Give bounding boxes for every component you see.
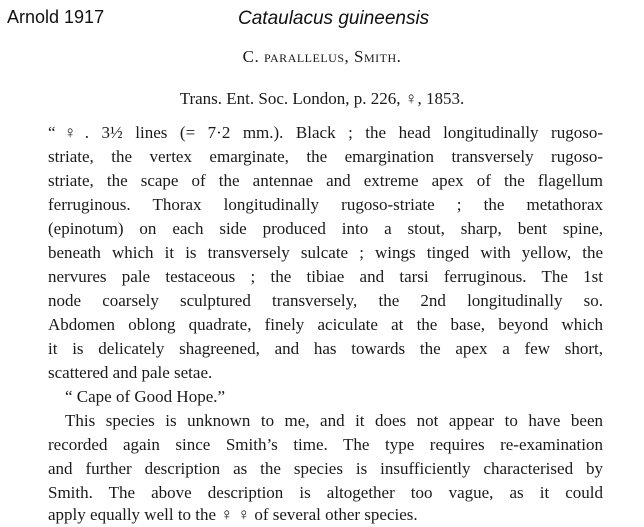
species-name	[0, 46, 644, 68]
description-line: nervures pale testaceous ; the tibiae and tarsi ferruginous. The 1st	[48, 267, 603, 286]
species-name-text: C. parallelus, Smith.	[242, 47, 402, 66]
original-reference: Trans. Ent. Soc. London, p. 226, ♀, 1853.	[179, 89, 465, 108]
description-line: it is delicately shagreened, and has towards the apex a few short,	[48, 339, 603, 358]
taxon-title: Cataulacus guineensis	[238, 8, 430, 29]
description-line: (epinotum) on each side produced into a stout, sharp, bent spine,	[48, 219, 603, 238]
remarks-line: apply equally well to the ♀ ♀ of several other species.	[48, 505, 418, 524]
description-line: scattered and pale setae.	[48, 363, 213, 382]
remarks-line: and further description as the species is insufficiently characterised by	[48, 459, 603, 478]
description-line: ferruginous. Thorax longitudinally rugoso-striate ; the metathorax	[48, 195, 603, 214]
description-line: Abdomen oblong quadrate, finely aciculate at the base, beyond which	[48, 315, 603, 334]
remarks-line: This species is unknown to me, and it does not appear to have been	[65, 411, 603, 430]
citation-author-year: Arnold 1917	[7, 7, 105, 27]
description-line: “♀. 3½ lines (= 7·2 mm.). Black ; the head longitudinally rugoso-	[48, 123, 603, 142]
description-line: beneath which it is transversely sulcate ; wings tinged with yellow, the	[48, 243, 603, 262]
remarks-line: recorded again since Smith’s time. The type requires re-examination	[48, 435, 603, 454]
description-line: striate, the vertex emarginate, the emargination transversely rugoso-	[48, 147, 603, 166]
description-line: striate, the scape of the antennae and extreme apex of the flagellum	[48, 171, 603, 190]
type-locality: “ Cape of Good Hope.”	[65, 387, 226, 406]
description-line: node coarsely sculptured transversely, the 2nd longitudinally so.	[48, 291, 603, 310]
remarks-line: Smith. The above description is altogether too vague, as it could	[48, 483, 603, 502]
